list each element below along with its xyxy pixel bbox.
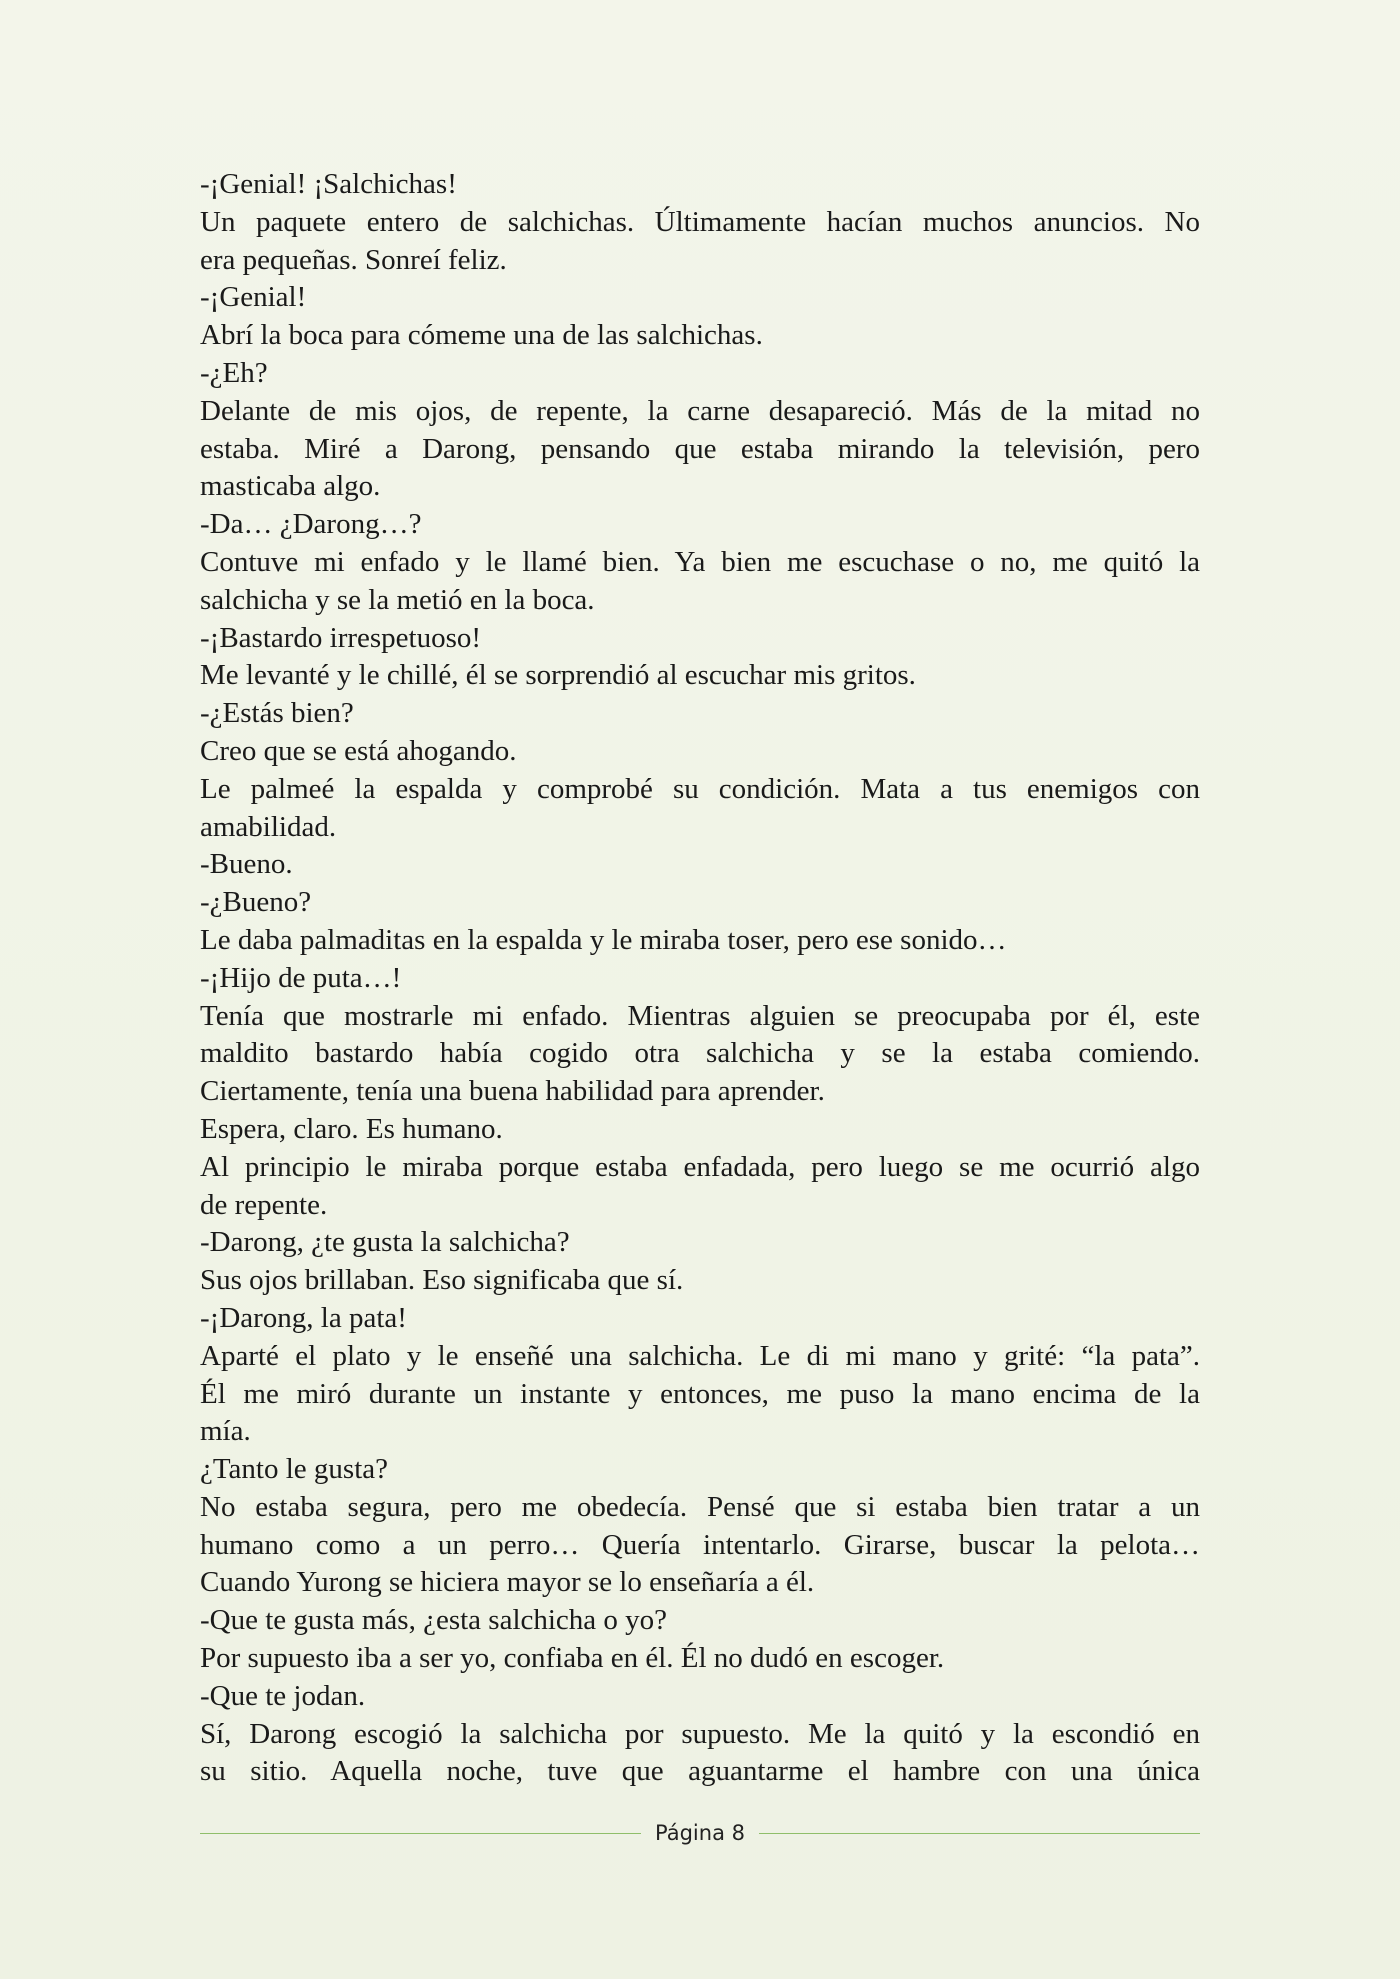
text-line: Creo que se está ahogando. <box>200 734 517 767</box>
text-line: -¿Bueno? <box>200 886 312 919</box>
text-line: mía. <box>200 1415 251 1448</box>
text-line: de repente. <box>200 1188 328 1221</box>
text-line: -¡Hijo de puta…! <box>200 961 402 994</box>
text-line: -¿Eh? <box>200 356 268 389</box>
text-line: estaba. Miré a Darong, pensando que estaba mirando la televisión, pero <box>200 432 1200 465</box>
text-line: -¡Genial! ¡Salchichas! <box>200 168 457 200</box>
page-number: Página 8 <box>655 1821 745 1845</box>
text-line: -¡Bastardo irrespetuoso! <box>200 621 482 654</box>
text-line: Por supuesto iba a ser yo, confiaba en él. Él no dudó en escoger. <box>200 1642 945 1675</box>
text-line: Le daba palmaditas en la espalda y le miraba toser, pero ese sonido… <box>200 923 1007 956</box>
text-line: -¿Estás bien? <box>200 697 354 730</box>
text-line: amabilidad. <box>200 810 337 843</box>
text-line: -Que te jodan. <box>200 1679 366 1712</box>
text-line: era pequeñas. Sonreí feliz. <box>200 243 507 276</box>
text-line: su sitio. Aquella noche, tuve que aguantarme el hambre con una única <box>200 1755 1200 1788</box>
text-line: No estaba segura, pero me obedecía. Pensé que si estaba bien tratar a un <box>200 1490 1200 1523</box>
text-line: Delante de mis ojos, de repente, la carne desapareció. Más de la mitad no <box>200 394 1200 427</box>
text-line: -Que te gusta más, ¿esta salchicha o yo? <box>200 1604 668 1637</box>
text-line: Ciertamente, tenía una buena habilidad para aprender. <box>200 1075 825 1108</box>
text-line: Tenía que mostrarle mi enfado. Mientras alguien se preocupaba por él, este <box>200 999 1200 1032</box>
footer-rule-left <box>200 1833 641 1834</box>
body-text <box>200 166 1200 1791</box>
text-line: Cuando Yurong se hiciera mayor se lo enseñaría a él. <box>200 1566 815 1599</box>
text-line: -Darong, ¿te gusta la salchicha? <box>200 1226 570 1259</box>
text-line: Sus ojos brillaban. Eso significaba que sí. <box>200 1264 684 1297</box>
text-line: -Da… ¿Darong…? <box>200 508 422 541</box>
text-line: -¡Genial! <box>200 281 307 314</box>
text-line: -Bueno. <box>200 848 293 881</box>
text-line: salchicha y se la metió en la boca. <box>200 583 595 616</box>
page-footer <box>200 1818 1200 1848</box>
text-line: ¿Tanto le gusta? <box>200 1453 389 1486</box>
text-line: Un paquete entero de salchichas. Últimamente hacían muchos anuncios. No <box>200 205 1200 238</box>
text-line: humano como a un perro… Quería intentarlo. Girarse, buscar la pelota… <box>200 1528 1200 1561</box>
text-line: Sí, Darong escogió la salchicha por supuesto. Me la quitó y la escondió en <box>200 1717 1200 1750</box>
text-line: Abrí la boca para cómeme una de las salchichas. <box>200 319 763 352</box>
text-line: Él me miró durante un instante y entonces, me puso la mano encima de la <box>200 1377 1200 1410</box>
text-line: Espera, claro. Es humano. <box>200 1112 503 1145</box>
text-line: -¡Darong, la pata! <box>200 1301 407 1334</box>
text-line: Al principio le miraba porque estaba enfadada, pero luego se me ocurrió algo <box>200 1150 1200 1183</box>
text-line: Contuve mi enfado y le llamé bien. Ya bien me escuchase o no, me quitó la <box>200 545 1200 578</box>
footer-rule-right <box>759 1833 1200 1834</box>
text-line: masticaba algo. <box>200 470 381 503</box>
text-line: Le palmeé la espalda y comprobé su condición. Mata a tus enemigos con <box>200 772 1200 805</box>
text-line: maldito bastardo había cogido otra salchicha y se la estaba comiendo. <box>200 1037 1200 1070</box>
text-line: Me levanté y le chillé, él se sorprendió al escuchar mis gritos. <box>200 659 916 692</box>
text-line: Aparté el plato y le enseñé una salchicha. Le di mi mano y grité: “la pata”. <box>200 1339 1200 1372</box>
